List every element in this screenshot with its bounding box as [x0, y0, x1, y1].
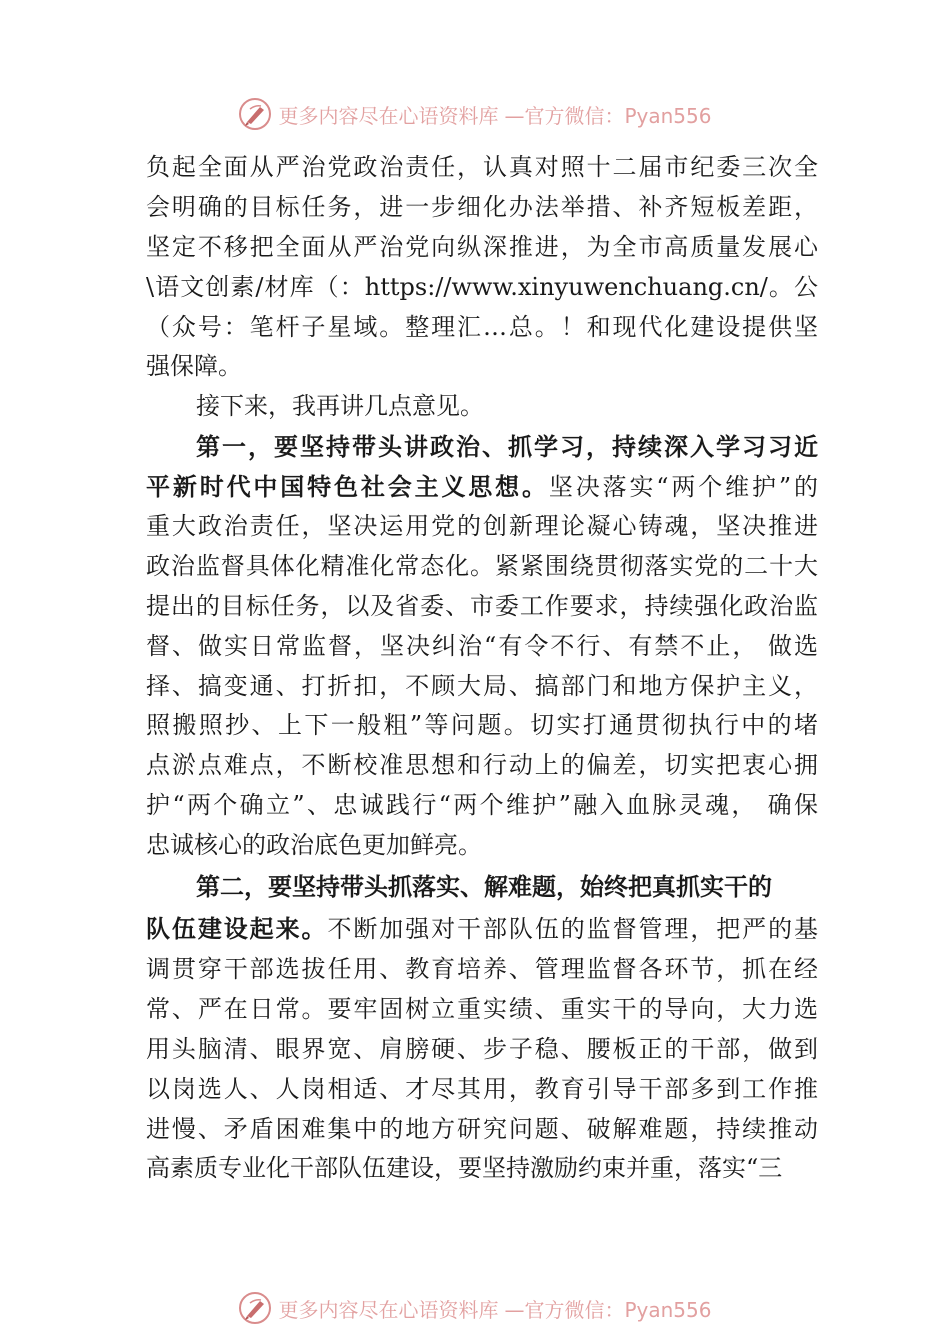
- watermark-banner-top: [0, 92, 950, 136]
- text-line: 重大政治责任，坚决运用党的创新理论凝心铸魂，坚决推进: [146, 512, 818, 541]
- pen-logo-icon: [238, 97, 272, 131]
- document-body: [146, 148, 818, 1189]
- watermark-main-text: 更多内容尽在心语资料库: [278, 103, 499, 128]
- paragraph-4: [146, 866, 818, 1189]
- text-line: （众号：笔杆子星域。整理汇…总。！和现代化建设提供坚: [146, 312, 818, 341]
- text-line: 点淤点难点，不断校准思想和行动上的偏差，切实把衷心拥: [146, 751, 818, 780]
- paragraph-3: [146, 427, 818, 866]
- text-line: 以岗选人、人岗相适、才尽其用，教育引导干部多到工作推: [146, 1074, 818, 1103]
- text-line: 高素质专业化干部队伍建设，要坚持激励约束并重，落实“三: [146, 1154, 783, 1183]
- watermark-sub-text: —官方微信：Pyan556: [504, 1297, 712, 1322]
- text-line: 进慢、矛盾困难集中的地方研究问题、破解难题，持续推动: [146, 1114, 818, 1143]
- text-line: 政治监督具体化精准化常态化。紧紧围绕贯彻落实党的二十大: [146, 551, 818, 580]
- text-run: 不断加强对干部队伍的监督管理，把严的基: [327, 915, 819, 944]
- text-line: 提出的目标任务，以及省委、市委工作要求，持续强化政治监: [146, 591, 818, 620]
- text-line: \语文创素/材库（：https://www.xinyuwenchuang.cn/。公: [146, 272, 818, 301]
- watermark-sub-text: —官方微信：Pyan556: [504, 103, 712, 128]
- text-line: 督、做实日常监督，坚决纠治“有令不行、有禁不止， 做选: [146, 631, 818, 660]
- text-line: [146, 467, 818, 507]
- text-line: 照搬照抄、上下一般粗”等问题。切实打通贯彻执行中的堵: [146, 711, 818, 740]
- paragraph-1: [146, 148, 818, 387]
- text-line: 坚定不移把全面从严治党向纵深推进，为全市高质量发展心: [146, 232, 818, 261]
- watermark-banner-bottom: [0, 1286, 950, 1330]
- text-line: 调贯穿干部选拔任用、教育培养、管理监督各环节，抓在经: [146, 955, 818, 984]
- text-line: 择、搞变通、打折扣，不顾大局、搞部门和地方保护主义，: [146, 671, 818, 700]
- section-heading-1: 第一，要坚持带头讲政治、抓学习，持续深入学习习近: [196, 432, 818, 462]
- text-line: 常、严在日常。要牢固树立重实绩、重实干的导向，大力选: [146, 994, 818, 1023]
- section-heading-2: 第二，要坚持带头抓落实、解难题，始终把真抓实干的: [196, 872, 772, 902]
- paragraph-2: 接下来，我再讲几点意见。: [196, 392, 484, 421]
- text-run: 坚决落实“两个维护”的: [548, 473, 818, 502]
- text-line: 用头脑清、眼界宽、肩膀硬、步子稳、腰板正的干部，做到: [146, 1034, 818, 1063]
- watermark-main-text: 更多内容尽在心语资料库: [278, 1297, 499, 1322]
- text-line: 护“两个确立”、忠诚践行“两个维护”融入血脉灵魂， 确保: [146, 791, 818, 820]
- text-line: [146, 908, 818, 950]
- section-heading-2-cont: 队伍建设起来。: [146, 914, 328, 944]
- text-line: 强保障。: [146, 352, 242, 381]
- text-line: 负起全面从严治党政治责任，认真对照十二届市纪委三次全: [146, 153, 818, 181]
- text-line: 会明确的目标任务，进一步细化办法举措、补齐短板差距，: [146, 192, 818, 221]
- text-line: 忠诚核心的政治底色更加鲜亮。: [146, 831, 482, 860]
- section-heading-1-cont: 平新时代中国特色社会主义思想。: [146, 472, 549, 502]
- pen-logo-icon: [238, 1291, 272, 1325]
